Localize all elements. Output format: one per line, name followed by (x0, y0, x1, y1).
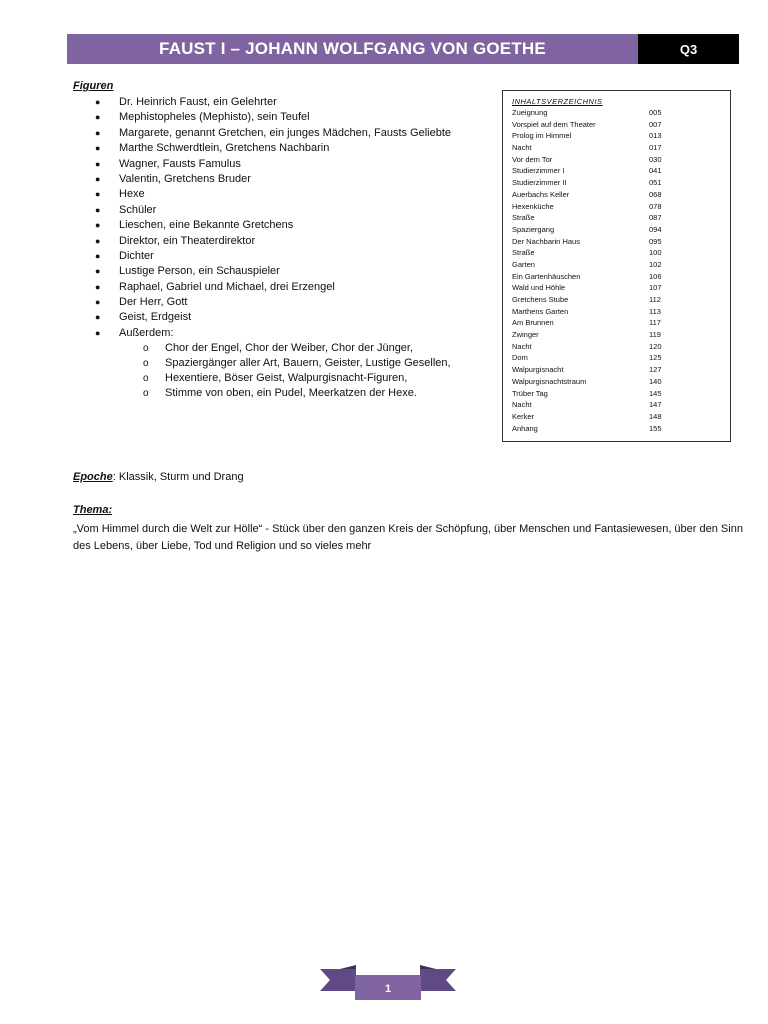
banner-left-tail (320, 969, 356, 991)
character-name: Lieschen, eine Bekannte Gretchens (119, 219, 294, 232)
toc-entry-page: 145 (649, 388, 662, 398)
character-sublist-item (73, 386, 493, 401)
toc-entry (512, 259, 722, 271)
toc-entry-title: Nacht (512, 400, 532, 410)
toc-entry-title: Walpurgisnacht (512, 365, 564, 375)
circle-bullet-icon: o (143, 373, 149, 385)
toc-entry-page: 041 (649, 166, 662, 176)
bullet-icon: ● (95, 220, 101, 231)
toc-entry (512, 119, 722, 131)
toc-entry (512, 282, 722, 294)
toc-entry-page: 140 (649, 376, 662, 386)
toc-entry (512, 189, 722, 201)
character-list-item (73, 295, 493, 310)
character-list-item (73, 95, 493, 110)
toc-entry (512, 224, 722, 236)
epoche-value: Klassik, Sturm und Drang (118, 471, 244, 483)
toc-entry-title: Wald und Höhle (512, 283, 566, 293)
character-list-item (73, 234, 493, 249)
toc-entry-title: Prolog im Himmel (512, 131, 572, 141)
page-number: 1 (384, 983, 392, 995)
toc-entry-page: 095 (649, 236, 662, 246)
character-name: Geist, Erdgeist (119, 311, 192, 324)
toc-entry-title: Studierzimmer II (512, 178, 567, 188)
thema-heading: Thema: (73, 504, 113, 516)
toc-entry (512, 329, 722, 341)
character-name: Außerdem: (119, 326, 174, 339)
toc-entry-page: 120 (649, 341, 662, 351)
epoche-line (73, 471, 244, 483)
character-list-item (73, 126, 493, 141)
character-list-item (73, 110, 493, 125)
toc-entry (512, 154, 722, 166)
bullet-icon: ● (95, 235, 101, 246)
toc-entry-title: Gretchens Stube (512, 295, 569, 304)
bullet-icon: ● (95, 97, 101, 107)
course-code-badge: Q3 (638, 34, 739, 64)
toc-entry-page: 147 (649, 400, 662, 410)
epoche-label: Epoche (73, 471, 113, 483)
character-list-item (73, 264, 493, 279)
toc-entry-page: 107 (649, 283, 662, 293)
toc-entry-title: Ein Gartenhäuschen (512, 271, 581, 281)
character-sublist-item (73, 341, 493, 356)
toc-entry-title: Garten (512, 259, 535, 269)
toc-title: INHALTSVERZEICHNIS (512, 97, 603, 106)
toc-entry-title: Nacht (512, 341, 532, 351)
toc-entry-title: Straße (512, 248, 535, 258)
character-name: Lustige Person, ein Schauspieler (119, 265, 280, 278)
toc-entry-title: Trüber Tag (512, 388, 548, 398)
character-group: Hexentiere, Böser Geist, Walpurgisnacht-Figuren, (165, 372, 408, 385)
toc-entry-page: 087 (649, 213, 662, 223)
table-of-contents (502, 90, 731, 442)
toc-entry-page: 102 (649, 259, 662, 269)
toc-entry (512, 317, 722, 329)
toc-entry-page: 051 (649, 178, 662, 188)
character-group: Spaziergänger aller Art, Bauern, Geister, Lustige Gesellen, (165, 357, 451, 370)
character-group: Stimme von oben, ein Pudel, Meerkatzen der Hexe. (165, 387, 417, 400)
toc-entry-page: 155 (649, 423, 662, 433)
circle-bullet-icon: o (143, 358, 149, 370)
toc-entry-title: Der Nachbarin Haus (512, 236, 580, 246)
toc-entry-page: 148 (649, 411, 662, 421)
character-list-item (73, 157, 493, 172)
toc-entry (512, 165, 722, 177)
toc-entries (512, 107, 722, 434)
toc-entry-page: 013 (649, 131, 662, 141)
bullet-icon: ● (95, 327, 101, 338)
toc-entry-page: 119 (649, 330, 661, 340)
bullet-icon: ● (95, 266, 101, 277)
bullet-icon: ● (95, 204, 101, 215)
bullet-icon: ● (95, 297, 101, 308)
bullet-icon: ● (95, 281, 101, 292)
character-list-item (73, 203, 493, 218)
toc-entry-page: 127 (649, 365, 662, 375)
toc-entry-title: Anhang (512, 423, 538, 433)
character-name: Dichter (119, 249, 154, 262)
toc-entry (512, 352, 722, 364)
banner-right-tail (420, 969, 456, 991)
toc-entry-title: Studierzimmer I (512, 166, 565, 176)
toc-entry (512, 306, 722, 318)
bullet-icon: ● (95, 158, 101, 169)
toc-entry-page: 094 (649, 224, 662, 234)
toc-entry (512, 107, 722, 119)
character-list-item (73, 218, 493, 233)
toc-entry-page: 112 (649, 295, 661, 304)
toc-entry-page: 106 (649, 271, 662, 281)
toc-entry-title: Kerker (512, 411, 535, 421)
toc-entry-title: Vor dem Tor (512, 154, 553, 164)
character-sublist-item (73, 371, 493, 386)
toc-entry-title: Walpurgisnachtstraum (512, 376, 587, 386)
character-name: Marthe Schwerdtlein, Gretchens Nachbarin (119, 142, 330, 155)
toc-entry-page: 078 (649, 201, 662, 211)
toc-entry (512, 177, 722, 189)
figuren-heading: Figuren (73, 80, 114, 92)
character-list (73, 95, 493, 401)
character-name: Margarete, genannt Gretchen, ein junges Mädchen, Fausts Geliebte (119, 126, 452, 139)
toc-entry (512, 247, 722, 259)
toc-entry-title: Vorspiel auf dem Theater (512, 119, 596, 129)
character-name: Der Herr, Gott (119, 296, 188, 309)
banner-right-fold (420, 965, 436, 969)
toc-entry-page: 113 (649, 306, 661, 316)
toc-entry (512, 364, 722, 376)
bullet-icon: ● (95, 127, 101, 138)
toc-entry-title: Zueignung (512, 108, 548, 117)
toc-entry-page: 125 (649, 353, 662, 363)
character-name: Wagner, Fausts Famulus (119, 157, 241, 170)
character-name: Raphael, Gabriel und Michael, drei Erzengel (119, 280, 335, 293)
toc-entry (512, 130, 722, 142)
character-group: Chor der Engel, Chor der Weiber, Chor der Jünger, (165, 342, 414, 355)
toc-entry (512, 236, 722, 248)
toc-entry-page: 017 (649, 143, 662, 153)
toc-entry (512, 271, 722, 283)
toc-entry (512, 411, 722, 423)
character-name: Dr. Heinrich Faust, ein Gelehrter (119, 96, 277, 108)
toc-entry (512, 399, 722, 411)
toc-entry-page: 100 (649, 248, 662, 258)
banner-left-fold (340, 965, 356, 969)
bullet-icon: ● (95, 250, 101, 261)
character-name: Schüler (119, 203, 157, 216)
toc-entry-title: Zwinger (512, 330, 539, 340)
toc-entry (512, 376, 722, 388)
toc-entry-title: Am Brunnen (512, 318, 554, 328)
character-name: Mephistopheles (Mephisto), sein Teufel (119, 111, 310, 124)
character-list-item (73, 172, 493, 187)
toc-entry-title: Hexenküche (512, 201, 554, 211)
toc-entry (512, 388, 722, 400)
toc-entry (512, 423, 722, 435)
document-title: FAUST I – JOHANN WOLFGANG VON GOETHE (67, 34, 638, 64)
character-list-item (73, 187, 493, 202)
bullet-icon: ● (95, 173, 101, 184)
character-list-item (73, 326, 493, 341)
toc-entry-title: Straße (512, 213, 535, 223)
toc-entry-page: 068 (649, 189, 662, 199)
character-sublist-item (73, 356, 493, 371)
toc-entry (512, 341, 722, 353)
toc-entry (512, 201, 722, 213)
character-list-item (73, 280, 493, 295)
toc-entry-page: 030 (649, 154, 662, 164)
bullet-icon: ● (95, 312, 101, 323)
bullet-icon: ● (95, 143, 101, 154)
toc-entry-page: 005 (649, 108, 662, 117)
toc-entry-title: Auerbachs Keller (512, 189, 570, 199)
bullet-icon: ● (95, 189, 101, 200)
epoche-separator: : (112, 471, 116, 483)
character-list-item (73, 310, 493, 325)
thema-text: „Vom Himmel durch die Welt zur Hölle“ - Stück über den ganzen Kreis der Schöpfung, über Menschen und Fantasiewesen, über den Sinn des Lebens, über Liebe, Tod und Religion und so vieles mehr (73, 523, 743, 552)
bullet-icon: ● (95, 112, 101, 123)
toc-entry (512, 142, 722, 154)
character-name: Valentin, Gretchens Bruder (119, 172, 251, 185)
toc-entry-page: 117 (649, 318, 661, 328)
toc-entry-title: Marthens Garten (512, 306, 569, 316)
circle-bullet-icon: o (143, 343, 149, 355)
toc-entry-page: 007 (649, 119, 662, 129)
toc-entry-title: Nacht (512, 143, 532, 153)
character-name: Direktor, ein Theaterdirektor (119, 234, 256, 247)
toc-entry (512, 212, 722, 224)
circle-bullet-icon: o (143, 388, 149, 400)
toc-entry (512, 294, 722, 306)
character-list-item (73, 249, 493, 264)
character-list-item (73, 141, 493, 156)
toc-entry-title: Spaziergang (512, 224, 555, 234)
toc-entry-title: Dom (512, 353, 528, 363)
character-name: Hexe (119, 188, 145, 201)
